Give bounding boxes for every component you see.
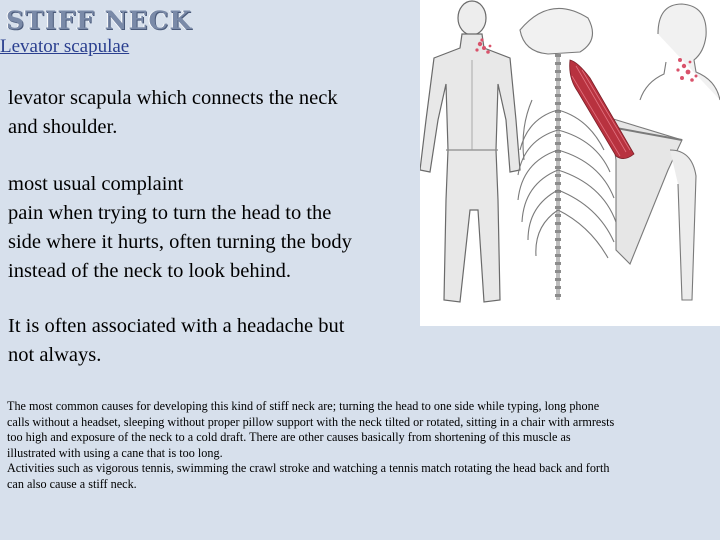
skeleton (518, 8, 696, 300)
text-line: most usual complaint (8, 173, 184, 195)
standing-figure (420, 1, 520, 302)
anatomy-illustration-svg (420, 0, 720, 326)
text-line: levator scapula which connects the neck (8, 87, 338, 109)
text-line: can also cause a stiff neck. (7, 476, 137, 491)
anatomy-illustration (420, 0, 720, 326)
text-line: side where it hurts, often turning the body (8, 231, 352, 253)
paragraph-headache (8, 312, 418, 370)
text-line: and shoulder. (8, 116, 118, 138)
slide-title: STIFF NECK (6, 6, 193, 35)
head-inset (640, 4, 720, 100)
text-line: not always. (8, 344, 102, 366)
text-line: Activities such as vigorous tennis, swimming the crawl stroke and watching a tennis match rotating the head back and forth (7, 461, 610, 475)
levator-scapulae-muscle (570, 60, 634, 159)
text-line: pain when trying to turn the head to the (8, 202, 332, 224)
paragraph-muscle-description (8, 84, 418, 142)
paragraph-causes (7, 399, 711, 492)
text-line: illustrated with using a cane that is too long. (7, 445, 223, 460)
text-line: calls without a headset, sleeping without proper pillow support with the neck tilted or rotated, sitting in a chair with armrests (7, 414, 615, 429)
text-line: It is often associated with a headache but (8, 315, 345, 337)
levator-scapulae-link[interactable]: Levator scapulae (0, 36, 130, 57)
paragraph-complaint (8, 170, 418, 286)
text-line: instead of the neck to look behind. (8, 260, 291, 282)
text-line: too high and exposure of the neck to a cold draft. There are other causes basically from shortening of this muscle as (7, 430, 571, 444)
text-line: The most common causes for developing this kind of stiff neck are; turning the head to one side while typing, long phone (7, 399, 600, 413)
